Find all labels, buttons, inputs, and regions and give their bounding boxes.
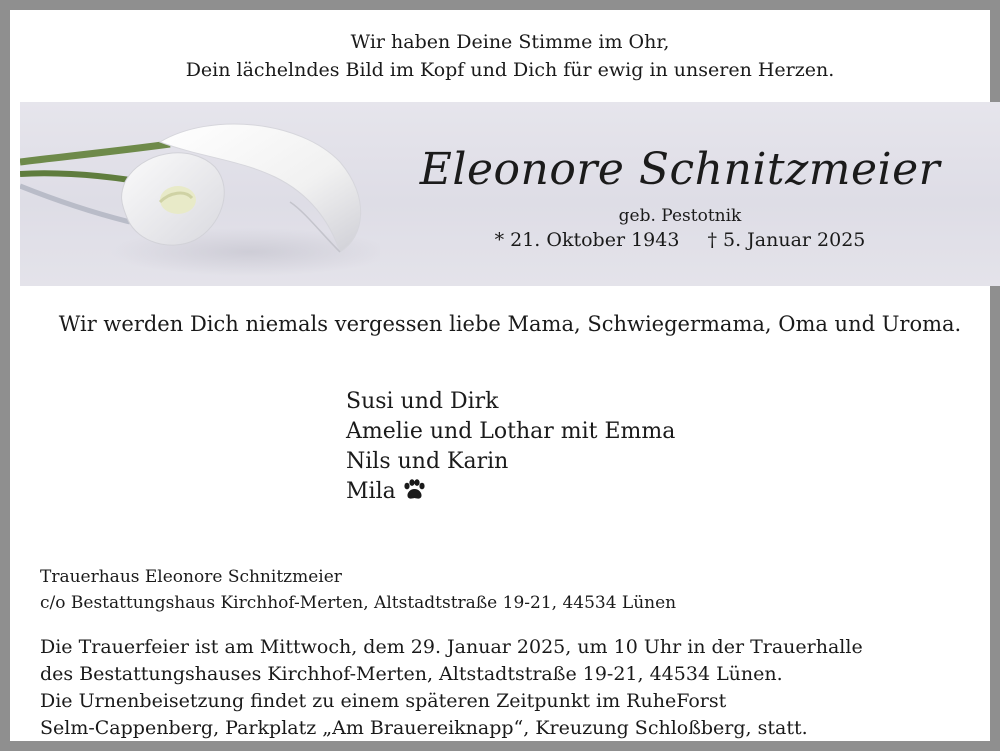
address-line-1: Trauerhaus Eleonore Schnitzmeier [40,567,342,587]
mourner-4 [346,477,675,507]
mourning-house-address [40,564,676,616]
deceased-name: Eleonore Schnitzmeier [419,144,941,195]
funeral-service-info [40,634,863,742]
service-line-2: des Bestattungshauses Kirchhof-Merten, Altstadtstraße 19-21, 44534 Lünen. [40,663,783,685]
name-banner [20,102,1000,286]
calla-lily-image [20,102,380,286]
birth-name: geb. Pestotnik [618,206,742,226]
mourner-3: Nils und Karin [346,449,509,474]
mourner-4-label: Mila [346,479,396,504]
motto-verse [10,28,1000,84]
birth-date: * 21. Oktober 1943 [494,229,680,251]
service-line-3: Die Urnenbeisetzung findet zu einem späteren Zeitpunkt im RuheForst [40,690,727,712]
life-dates [380,229,980,251]
mourner-2: Amelie und Lothar mit Emma [346,419,676,444]
motto-line-2: Dein lächelndes Bild im Kopf und Dich für ewig in unseren Herzen. [185,59,835,81]
service-line-4: Selm-Cappenberg, Parkplatz „Am Brauereiknapp“, Kreuzung Schloßberg, statt. [40,717,808,739]
death-date: † 5. Januar 2025 [707,229,866,251]
service-line-1: Die Trauerfeier ist am Mittwoch, dem 29. Januar 2025, um 10 Uhr in der Trauerhalle [40,636,863,658]
motto-line-1: Wir haben Deine Stimme im Ohr, [350,31,670,53]
mourners-list [346,387,675,507]
paw-icon [402,479,426,501]
farewell-line: Wir werden Dich niemals vergessen liebe Mama, Schwiegermama, Oma und Uroma. [58,312,962,336]
address-line-2: c/o Bestattungshaus Kirchhof-Merten, Altstadtstraße 19-21, 44534 Lünen [40,593,677,613]
mourner-1: Susi und Dirk [346,389,499,414]
